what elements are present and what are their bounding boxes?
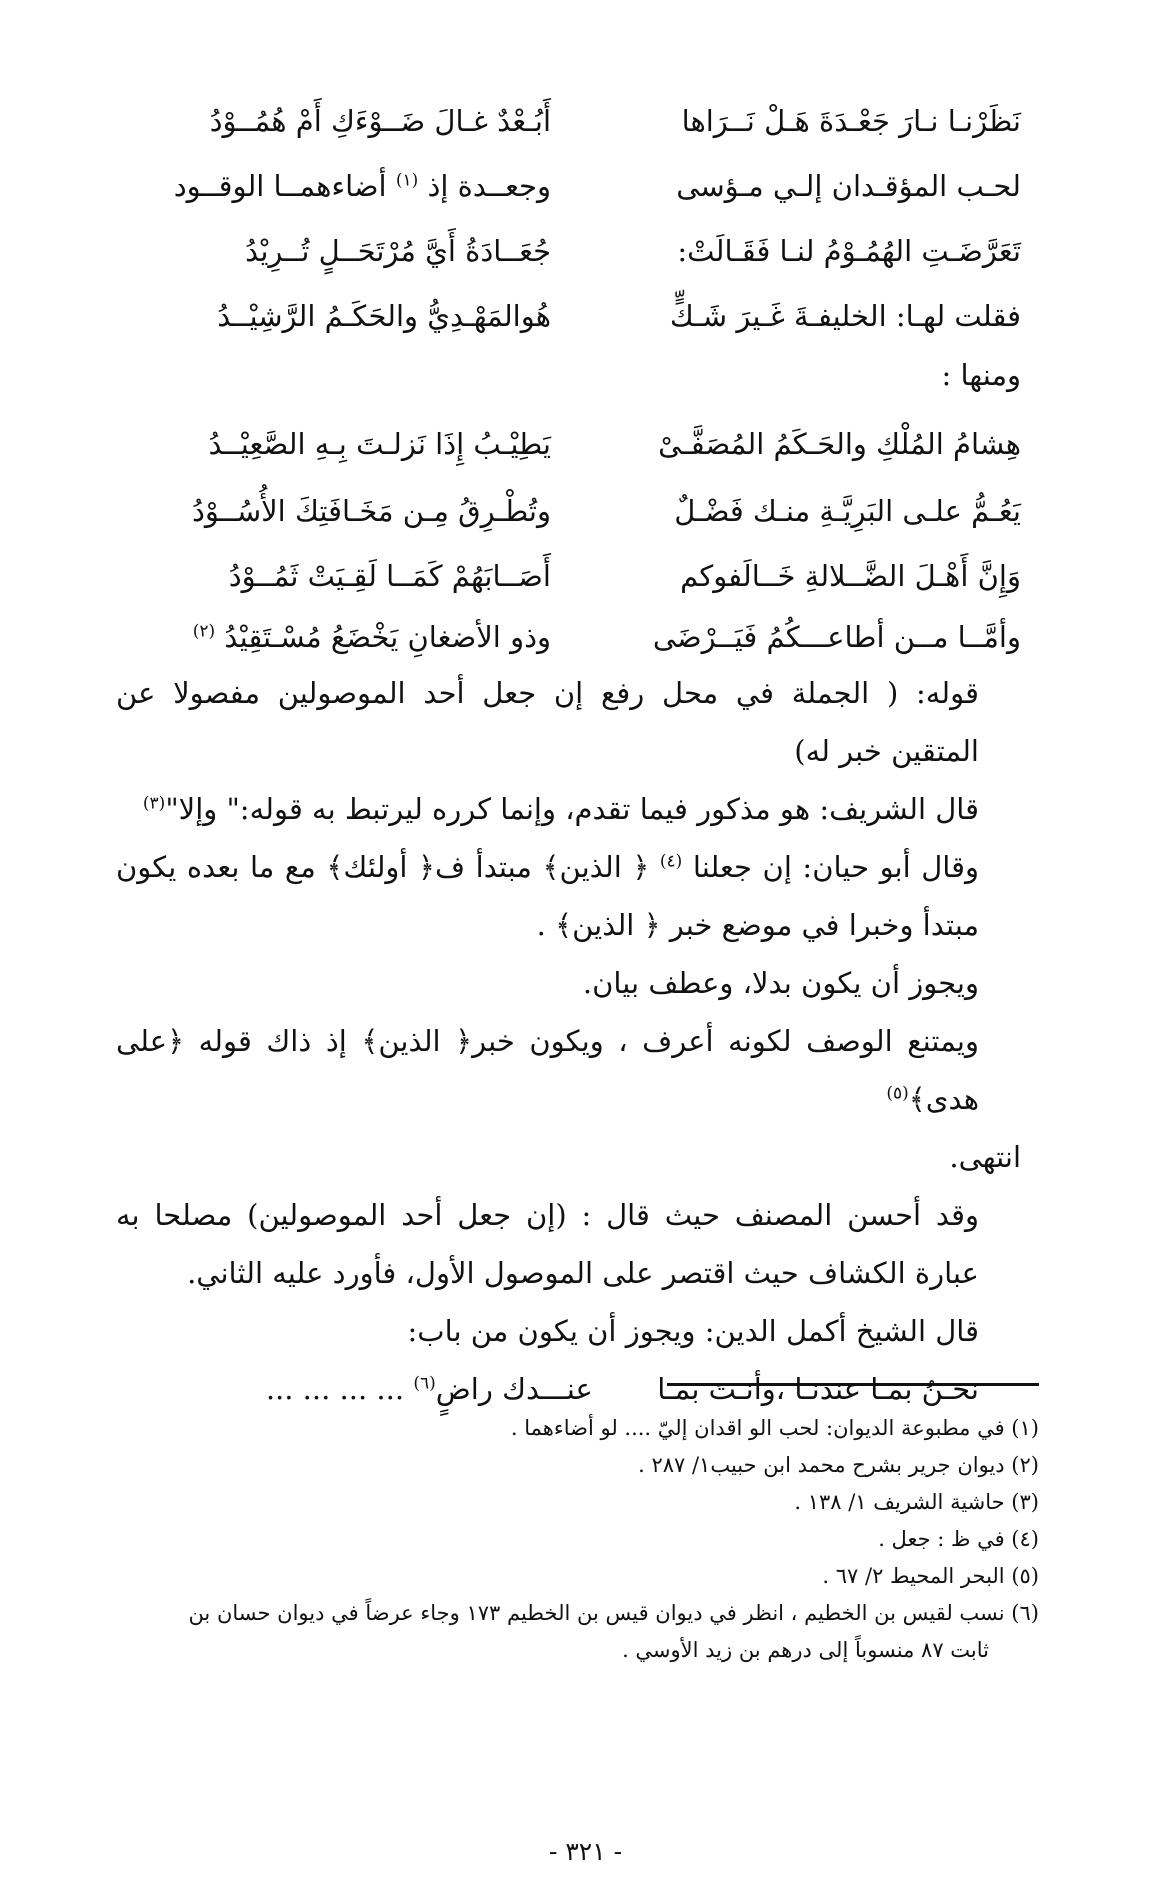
paragraph: [116, 780, 1021, 838]
verse-second-hemistich: وتُطْـرِقُ مِـن مَخَـافَتِكَ الأُسُــوْدُ: [191, 494, 551, 528]
footnote: (٥) البحر المحيط ٢/ ٦٧ .: [822, 1564, 1039, 1588]
paragraph-text: ويمتنع الوصف لكونه أعرف ، ويكون خبر﴿ الذين﴾ إذ ذاك قوله ﴿على هدى﴾: [116, 1024, 979, 1116]
prose-body: [116, 664, 1021, 1418]
footnote-ref: (٢): [192, 621, 216, 642]
paragraph-text: قال الشريف: هو مذكور فيما تقدم، وإنما كرره ليرتبط به قوله:" وإلا": [165, 792, 979, 826]
verse-line: [131, 222, 1021, 280]
footnote-ref: (٥): [886, 1083, 909, 1104]
verse-first-hemistich: نَظَرْنـا نـارَ جَعْـدَةَ هَـلْ نَــرَاها: [681, 104, 1021, 138]
verse-line: [131, 157, 1021, 215]
paragraph: [116, 838, 1021, 954]
paragraph: وقد أحسن المصنف حيث قال : (إن جعل أحد الموصولين) مصلحا به عبارة الكشاف حيث اقتصر على الموصول الأول، فأورد عليه الثاني.: [116, 1198, 979, 1290]
paragraph: ويجوز أن يكون بدلا، وعطف بيان.: [582, 966, 979, 1000]
verse-first-hemistich: فقلت لهـا: الخليفـةَ غَـيرَ شَـكٍّ: [669, 299, 1021, 333]
verse-first-hemistich: وَإِنَّ أَهْـلَ الضَّــلالةِ خَــالَفوكم: [680, 559, 1021, 593]
verse-first-hemistich: وأمَّــا مــن أطاعـــكُمُ فَيَــرْضَى: [652, 620, 1021, 654]
verse-first-hemistich: يَعُـمُّ علـى البَرِيَّـةِ منـك فَضْـلٌ: [674, 494, 1021, 528]
paragraph-text: نحـنُ بمـا عندنـا ،وأنـتَ بمـا عنـــدك راضٍ: [435, 1372, 979, 1406]
paragraph-text: ﴿ الذين﴾ مبتدأ ف﴿ أولئك﴾ مع ما بعده يكون مبتدأ وخبرا في موضع خبر ﴿ الذين﴾ .: [116, 850, 979, 942]
footnote: (٤) في ظ : جعل .: [878, 1527, 1039, 1551]
paragraph: [116, 1012, 1021, 1128]
verse-second-hemistich: [131, 620, 551, 654]
paragraph-text: ... ... ... ...: [265, 1372, 414, 1406]
page-number: - ٣٢١ -: [548, 1837, 623, 1866]
footnote-ref: (١): [395, 170, 419, 191]
verse-second-hemistich: جُعَــادَةُ أَيَّ مُرْتَحَــلٍ تُــرِيْدُ: [245, 234, 551, 268]
footnote-continuation: ثابت ٨٧ منسوباً إلى درهم بن زيد الأوسي .: [622, 1638, 989, 1662]
paragraph-text: وقال أبو حيان: إن جعلنا: [692, 850, 980, 884]
verse-second-hemistich: [131, 169, 551, 203]
verse-second-hemistich: هُوالمَهْـدِيُّ والحَكَـمُ الرَّشِيْــدُ: [217, 299, 551, 333]
verse-first-hemistich: لحـب المؤقـدان إلـي مـؤسى: [676, 169, 1021, 203]
verse-line: [131, 287, 1021, 345]
footnote: (٢) ديوان جرير بشرح محمد ابن حبيب١/ ٢٨٧ .: [638, 1453, 1039, 1477]
footnote: (٣) حاشية الشريف ١/ ١٣٨ .: [794, 1490, 1039, 1514]
footnote-separator: [667, 1383, 1039, 1386]
verse-line: [131, 547, 1021, 605]
hemistich-text: وجعــدة إذ: [427, 169, 551, 203]
verse-line: [131, 608, 1021, 666]
footnote-ref: (٦): [413, 1373, 436, 1394]
footnote: (٦) نسب لقيس بن الخطيم ، انظر في ديوان قيس بن الخطيم ١٧٣ وجاء عرضاً في ديوان حسان بن: [188, 1601, 1039, 1625]
hemistich-text: أضاءهمــا الوقــود: [173, 169, 396, 203]
footnote-ref: (٤): [659, 851, 683, 872]
paragraph: قال الشيخ أكمل الدين: ويجوز أن يكون من باب:: [407, 1314, 979, 1348]
verse-line: [131, 415, 1021, 473]
paragraph: قوله: ( الجملة في محل رفع إن جعل أحد الموصولين مفصولا عن المتقين خبر له): [116, 676, 979, 768]
footnote: (١) في مطبوعة الديوان: لحب الو اقدان إليّ .... لو أضاءهما .: [510, 1416, 1039, 1440]
hemistich-text: وذو الأضغانِ يَخْضَعُ مُسْـتَقِيْدُ: [224, 620, 551, 654]
footnotes: [119, 1410, 1039, 1669]
verse-first-hemistich: تَعَرَّضَـتِ الهُمُـوْمُ لنـا فَقَـالَتْ:: [677, 234, 1021, 268]
verse-line: [131, 92, 1021, 150]
verse-second-hemistich: أَصَــابَهُمْ كَمَــا لَقِـيَتْ ثَمُــوْدُ: [228, 559, 551, 593]
section-label: ومنها :: [941, 358, 1021, 392]
paragraph: انتهى.: [949, 1140, 1021, 1174]
verse-first-hemistich: هِشامُ المُلْكِ والحَـكَمُ المُصَفَّـىْ: [658, 427, 1021, 461]
verse-second-hemistich: يَطِيْـبُ إِذَا نَزلـتَ بِـهِ الصَّعِيْــدُ: [208, 427, 551, 461]
footnote-ref: (٣): [142, 793, 166, 814]
verse-second-hemistich: أَبُـعْدٌ غـالَ ضَــوْءَكِ أَمْ هُمُــوْدُ: [209, 104, 551, 138]
verse-line: [131, 482, 1021, 540]
